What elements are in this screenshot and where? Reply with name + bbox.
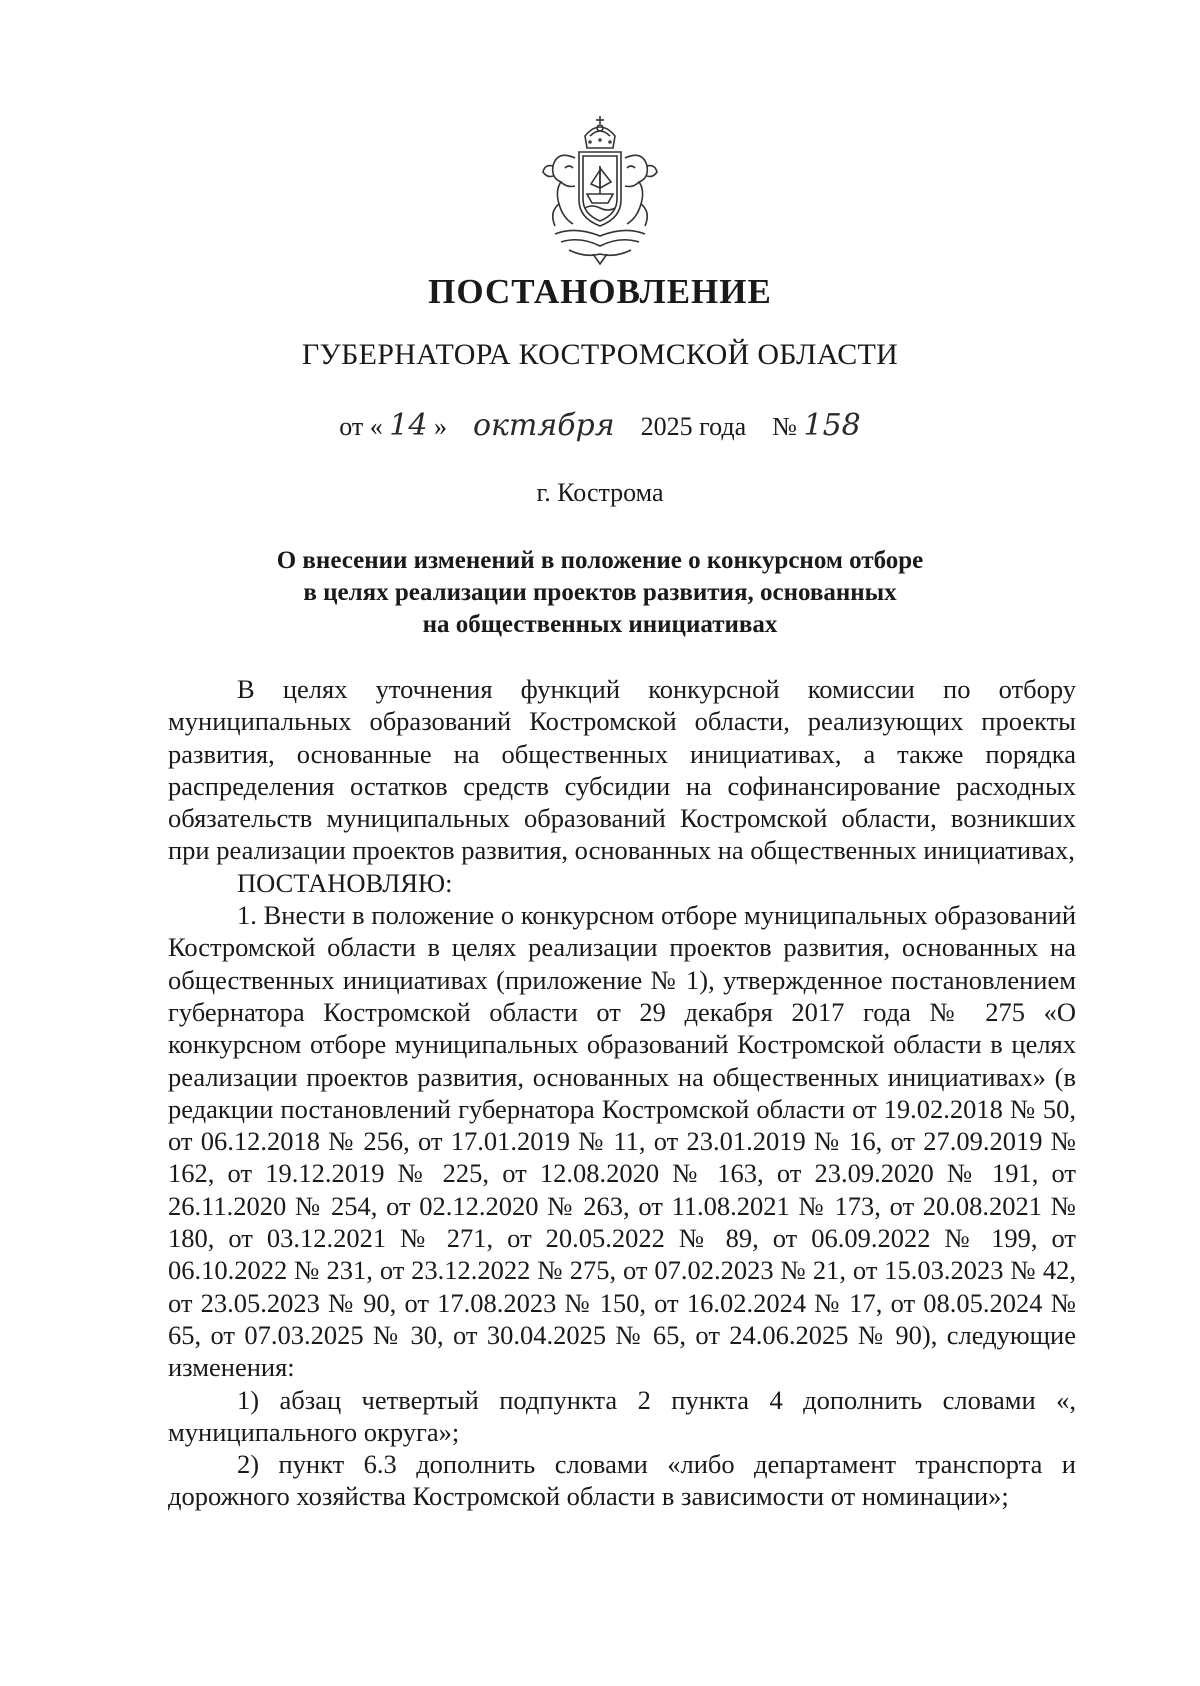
item-1-paragraph: 1. Внести в положение о конкурсном отборе муниципальных образований Костромской области в целях реализации проектов развития, основанных на общественных инициативах (приложение № 1), утвержденное постановлением губернатора Костромской области от 29 декабря 2017 года № 275 «О конкурсном отборе муниципальных образований Костромской области в целях реализации проектов развития, основанных на общественных инициативах» (в редакции постановлений губернатора Костромской области от 19.02.2018 № 50, от 06.12.2018 № 256, от 17.01.2019 № 11, от 23.01.2019 № 16, от 27.09.2019 № 162, от 19.12.2019 № 225, от 12.08.2020 № 163, от 23.09.2020 № 191, от 26.11.2020 № 254, от 02.12.2020 № 263, от 11.08.2021 № 173, от 20.08.2021 № 180, от 03.12.2021 № 271, от 20.05.2022 № 89, от 06.09.2022 № 199, от 06.10.2022 № 231, от 23.12.2022 № 275, от 07.02.2023 № 21, от 15.03.2023 № 42, от 23.05.2023 № 90, от 17.08.2023 № 150, от 16.02.2024 № 17, от 08.05.2024 № 65, от 07.03.2025 № 30, от 30.04.2025 № 65, от 24.06.2025 № 90), следующие изменения: — [168, 900, 1076, 1383]
document-title: ПОСТАНОВЛЕНИЕ — [428, 272, 772, 311]
document-heading — [0, 545, 1200, 641]
document-body — [168, 673, 1076, 1513]
date-month-handwritten: октября — [472, 408, 615, 443]
date-day-suffix: » — [433, 412, 447, 441]
date-prefix: от « — [339, 412, 383, 441]
heading-line: в целях реализации проектов развития, основанных — [303, 579, 897, 606]
decree-word: ПОСТАНОВЛЯЮ: — [237, 867, 453, 898]
heading-line: на общественных инициативах — [422, 611, 778, 638]
city-line: г. Кострома — [536, 478, 664, 507]
subitem-1-paragraph: 1) абзац четвертый подпункта 2 пункта 4 дополнить словами «, муниципального округа»; — [168, 1384, 1076, 1447]
heading-line: О внесении изменений в положение о конкурсном отборе — [276, 547, 924, 574]
issuer-line: ГУБЕРНАТОРА КОСТРОМСКОЙ ОБЛАСТИ — [301, 338, 899, 371]
document-number-handwritten: 158 — [803, 408, 861, 443]
number-prefix: № — [772, 412, 797, 441]
subitem-2-paragraph: 2) пункт 6.3 дополнить словами «либо департамент транспорта и дорожного хозяйства Костромской области в зависимости от номинации»; — [168, 1449, 1076, 1512]
preamble-paragraph: В целях уточнения функций конкурсной комиссии по отбору муниципальных образований Костромской области, реализующих проекты развития, основанные на общественных инициативах, а также порядка распределения остатков средств субсидии на софинансирование расходных обязательств муниципальных образований Костромской области, возникших при реализации проектов развития, основанных на общественных инициативах, — [168, 674, 1076, 866]
date-year: 2025 года — [640, 412, 747, 441]
date-day-handwritten: 14 — [389, 408, 428, 443]
coat-of-arms-emblem — [535, 108, 665, 268]
date-line — [0, 408, 1200, 443]
